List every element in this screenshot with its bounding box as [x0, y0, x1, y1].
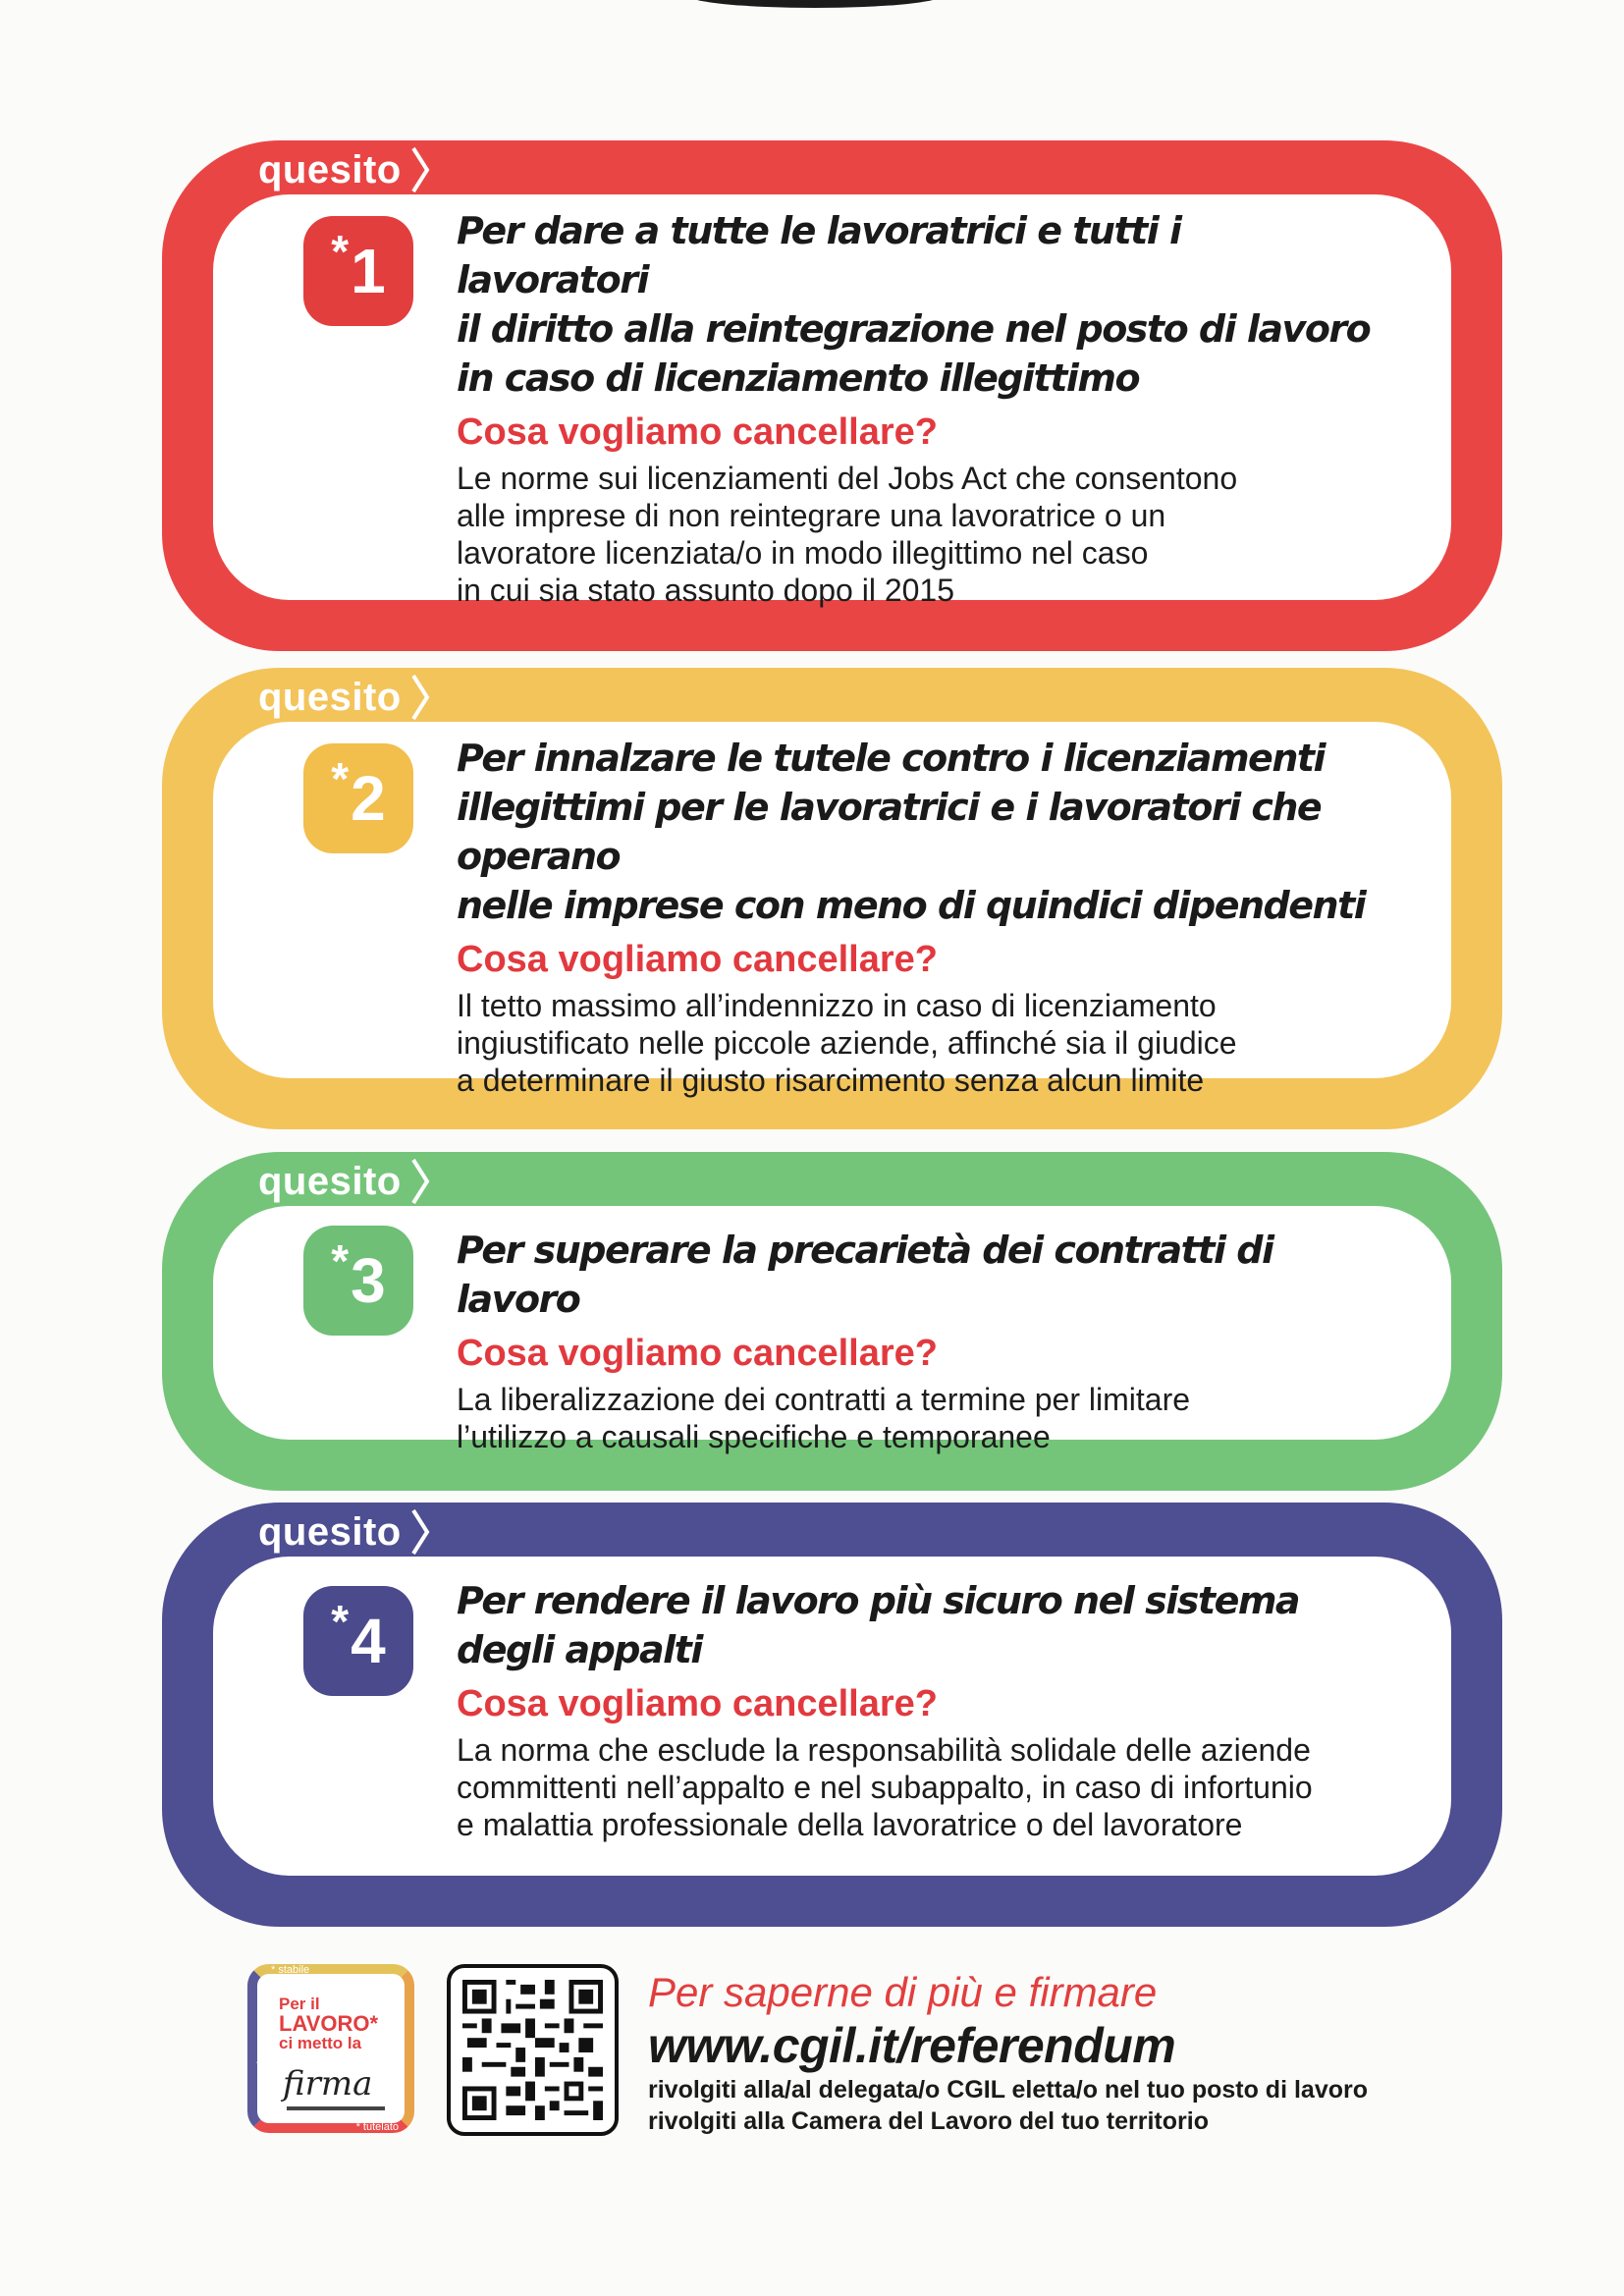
chevron-right-icon: [409, 1503, 431, 1561]
qr-code-graphic: [462, 1980, 603, 2120]
quesito-tab-1: [250, 140, 431, 199]
question-content: [457, 1226, 1373, 1455]
quesito-tab-4: [250, 1503, 431, 1561]
footer-contact-line-1: rivolgiti alla/al delegata/o CGIL eletta/o nel tuo posto di lavoro: [648, 2076, 1368, 2104]
question-card-body: [213, 722, 1451, 1098]
campaign-logo: [247, 1964, 414, 2133]
footer-headline: Per saperne di più e firmare: [648, 1969, 1158, 2015]
logo-tag-tutelato: * tutelato: [355, 2121, 399, 2133]
quesito-label: quesito: [258, 148, 402, 191]
chevron-right-icon: [409, 140, 431, 199]
footer-url-link[interactable]: www.cgil.it/referendum: [648, 2018, 1176, 2073]
scan-smudge: [687, 0, 943, 8]
question-description: La liberalizzazione dei contratti a termine per limitare l’utilizzo a causali specifiche e temporanee: [457, 1382, 1191, 1454]
chevron-right-icon: [409, 1152, 431, 1211]
question-content: [457, 206, 1373, 609]
question-title: Per dare a tutte le lavoratrici e tutti i lavoratori il diritto alla reintegrazione nel posto di lavoro in caso di licenziamento illegittimo: [457, 209, 1371, 400]
question-prompt: Cosa vogliamo cancellare?: [457, 1683, 938, 1724]
logo-divider: [287, 2106, 385, 2110]
question-card-3: [162, 1152, 1502, 1491]
question-title: Per innalzare le tutele contro i licenziamenti illegittimi per le lavoratrici e i lavoratori che operano nelle imprese con meno di quindici dipendenti: [457, 737, 1366, 927]
quesito-tab-3: [250, 1152, 431, 1211]
logo-signature: firma: [283, 2064, 373, 2104]
question-card-4: [162, 1503, 1502, 1927]
question-content: [457, 1576, 1373, 1843]
question-card-body: [213, 1557, 1451, 1876]
logo-tag-stabile: * stabile: [271, 1964, 310, 1976]
logo-tag-sicuro: * sicuro: [255, 2040, 268, 2077]
question-card-body: [213, 194, 1451, 608]
question-card-body: [213, 1206, 1451, 1454]
footer-contact-line-2: rivolgiti alla Camera del Lavoro del tuo territorio: [648, 2107, 1209, 2135]
question-description: Le norme sui licenziamenti del Jobs Act che consentono alle imprese di non reintegrare una lavoratrice o un lavoratore licenziata/o in modo illegittimo nel caso in cui sia stato assunto dopo il 2015: [457, 461, 1238, 608]
chevron-right-icon: [409, 668, 431, 727]
question-title: Per rendere il lavoro più sicuro nel sistema degli appalti: [457, 1579, 1300, 1671]
question-number-badge: * 4: [303, 1586, 413, 1696]
question-description: Il tetto massimo all’indennizzo in caso di licenziamento ingiustificato nelle piccole aziende, affinché sia il giudice a determinare il giusto risarcimento senza alcun limite: [457, 988, 1237, 1098]
question-number-badge: * 2: [303, 743, 413, 853]
question-number-badge: * 3: [303, 1226, 413, 1336]
quesito-label: quesito: [258, 1160, 402, 1203]
quesito-label: quesito: [258, 676, 402, 719]
question-prompt: Cosa vogliamo cancellare?: [457, 939, 938, 980]
question-card-1: [162, 140, 1502, 651]
question-prompt: Cosa vogliamo cancellare?: [457, 1333, 938, 1374]
quesito-label: quesito: [258, 1510, 402, 1554]
logo-text: Per il LAVORO* ci metto la: [279, 1995, 379, 2052]
question-card-2: [162, 668, 1502, 1129]
question-content: [457, 734, 1373, 1099]
question-prompt: Cosa vogliamo cancellare?: [457, 411, 938, 453]
question-title: Per superare la precarietà dei contratti di lavoro: [457, 1229, 1273, 1321]
qr-code-icon[interactable]: [447, 1964, 619, 2136]
quesito-tab-2: [250, 668, 431, 727]
footer-info: [648, 1968, 1368, 2137]
question-number-badge: * 1: [303, 216, 413, 326]
question-description: La norma che esclude la responsabilità solidale delle aziende committenti nell’appalto e nel subappalto, in caso di infortunio e malattia professionale della lavoratrice o del lavoratore: [457, 1732, 1313, 1842]
